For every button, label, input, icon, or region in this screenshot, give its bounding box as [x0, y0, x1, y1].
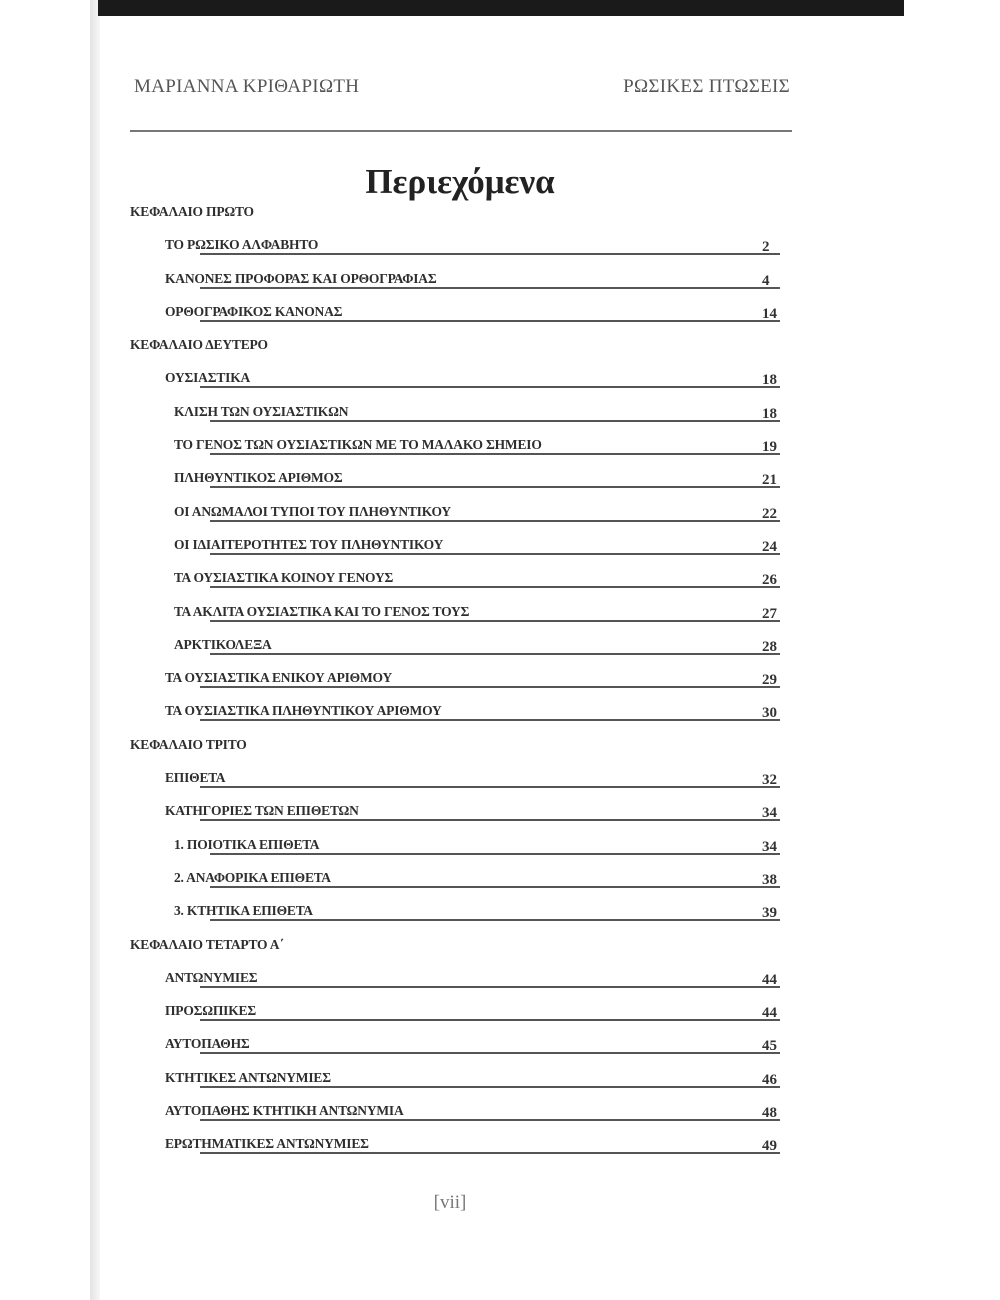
entry-page-number: 44: [762, 971, 777, 988]
page-number: [vii]: [433, 1192, 467, 1213]
entry-title: ΤΟ ΓΕΝΟΣ ΤΩΝ ΟΥΣΙΑΣΤΙΚΩΝ ΜΕ ΤΟ ΜΑΛΑΚΟ ΣΗΜΕΙΟ: [174, 437, 542, 453]
toc-entry: [0, 1030, 1000, 1063]
entry-title: 2. ΑΝΑΦΟΡΙΚΑ ΕΠΙΘΕΤΑ: [174, 869, 331, 885]
entry-page-number: 49: [762, 1138, 777, 1155]
entry-title: ΕΡΩΤΗΜΑΤΙΚΕΣ ΑΝΤΩΝΥΜΙΕΣ: [165, 1136, 369, 1152]
entry-page-number: 22: [762, 505, 777, 522]
entry-page-number: 32: [762, 772, 777, 789]
entry-title: ΠΡΟΣΩΠΙΚΕΣ: [165, 1003, 256, 1019]
leader-line: [200, 253, 780, 255]
toc-entry: [0, 831, 1000, 864]
toc-entry: [0, 1130, 1000, 1163]
entry-page-number: 18: [762, 405, 777, 422]
toc-entry: [0, 664, 1000, 697]
entry-title: ΤΑ ΑΚΛΙΤΑ ΟΥΣΙΑΣΤΙΚΑ ΚΑΙ ΤΟ ΓΕΝΟΣ ΤΟΥΣ: [174, 603, 470, 619]
entry-page-number: 48: [762, 1105, 777, 1122]
entry-page-number: 24: [762, 538, 777, 555]
leader-line: [200, 986, 780, 988]
entry-page-number: 19: [762, 439, 777, 456]
entry-title: ΑΥΤΟΠΑΘΗΣ ΚΤΗΤΙΚΗ ΑΝΤΩΝΥΜΙΑ: [165, 1103, 404, 1119]
toc-entry: [0, 1097, 1000, 1130]
leader-line: [210, 620, 780, 622]
leader-line: [210, 520, 780, 522]
toc-entry: [0, 797, 1000, 830]
toc-entry: [0, 964, 1000, 997]
leader-line: [210, 453, 780, 455]
entry-page-number: 38: [762, 871, 777, 888]
leader-line: [210, 553, 780, 555]
entry-title: 1. ΠΟΙΟΤΙΚΑ ΕΠΙΘΕΤΑ: [174, 836, 320, 852]
leader-line: [200, 686, 780, 688]
entry-title: ΤΑ ΟΥΣΙΑΣΤΙΚΑ ΕΝΙΚΟΥ ΑΡΙΘΜΟΥ: [165, 670, 393, 686]
leader-line: [210, 420, 780, 422]
entry-title: ΟΙ ΑΝΩΜΑΛΟΙ ΤΥΠΟΙ ΤΟΥ ΠΛΗΘΥΝΤΙΚΟΥ: [174, 503, 451, 519]
entry-page-number: 2: [762, 239, 770, 256]
entry-title: ΚΑΝΟΝΕΣ ΠΡΟΦΟΡΑΣ ΚΑΙ ΟΡΘΟΓΡΑΦΙΑΣ: [165, 270, 437, 286]
toc-entry: [0, 598, 1000, 631]
toc-entry: [0, 431, 1000, 464]
toc-chapter-heading: [0, 931, 1000, 964]
leader-line: [210, 486, 780, 488]
leader-line: [200, 786, 780, 788]
entry-title: ΚΤΗΤΙΚΕΣ ΑΝΤΩΝΥΜΙΕΣ: [165, 1069, 331, 1085]
toc-entry: [0, 1064, 1000, 1097]
toc-chapter-heading: [0, 198, 1000, 231]
entry-page-number: 45: [762, 1038, 777, 1055]
entry-title: ΤΟ ΡΩΣΙΚΟ ΑΛΦΑΒΗΤΟ: [165, 237, 319, 253]
toc-entry: [0, 697, 1000, 730]
toc-entry: [0, 997, 1000, 1030]
toc-entry: [0, 265, 1000, 298]
leader-line: [200, 1119, 780, 1121]
leader-line: [200, 386, 780, 388]
chapter-title: ΚΕΦΑΛΑΙΟ ΔΕΥΤΕΡΟ: [130, 337, 268, 353]
chapter-title: ΚΕΦΑΛΑΙΟ ΤΡΙΤΟ: [130, 736, 247, 752]
running-header-book-title: ΡΩΣΙΚΕΣ ΠΤΩΣΕΙΣ: [623, 76, 790, 97]
entry-title: ΤΑ ΟΥΣΙΑΣΤΙΚΑ ΠΛΗΘΥΝΤΙΚΟΥ ΑΡΙΘΜΟΥ: [165, 703, 442, 719]
toc-entry: [0, 864, 1000, 897]
entry-title: ΟΥΣΙΑΣΤΙΚΑ: [165, 370, 251, 386]
toc-entry: [0, 897, 1000, 930]
toc-entry: [0, 364, 1000, 397]
entry-page-number: 14: [762, 305, 777, 322]
toc-chapter-heading: [0, 331, 1000, 364]
header-rule: [130, 130, 792, 132]
entry-page-number: 26: [762, 572, 777, 589]
entry-title: ΚΑΤΗΓΟΡΙΕΣ ΤΩΝ ΕΠΙΘΕΤΩΝ: [165, 803, 359, 819]
toc-entry: [0, 531, 1000, 564]
toc-entry: [0, 631, 1000, 664]
entry-title: ΟΙ ΙΔΙΑΙΤΕΡΟΤΗΤΕΣ ΤΟΥ ΠΛΗΘΥΝΤΙΚΟΥ: [174, 536, 444, 552]
leader-line: [210, 886, 780, 888]
leader-line: [210, 919, 780, 921]
chapter-title: ΚΕΦΑΛΑΙΟ ΤΕΤΑΡΤΟ Α΄: [130, 936, 284, 952]
toc-entry: [0, 564, 1000, 597]
entry-title: 3. ΚΤΗΤΙΚΑ ΕΠΙΘΕΤΑ: [174, 903, 313, 919]
entry-page-number: 18: [762, 372, 777, 389]
entry-page-number: 4: [762, 272, 770, 289]
entry-page-number: 29: [762, 672, 777, 689]
chapter-title: ΚΕΦΑΛΑΙΟ ΠΡΩΤΟ: [130, 204, 254, 219]
toc-entry: [0, 464, 1000, 497]
leader-line: [210, 653, 780, 655]
table-of-contents: [0, 198, 1000, 1164]
leader-line: [200, 287, 780, 289]
entry-page-number: 27: [762, 605, 777, 622]
toc-entry: [0, 231, 1000, 264]
leader-line: [200, 719, 780, 721]
entry-page-number: 44: [762, 1005, 777, 1022]
entry-page-number: 30: [762, 705, 777, 722]
entry-page-number: 34: [762, 805, 777, 822]
entry-page-number: 21: [762, 472, 777, 489]
leader-line: [200, 819, 780, 821]
entry-title: ΠΛΗΘΥΝΤΙΚΟΣ ΑΡΙΘΜΟΣ: [174, 470, 343, 486]
leader-line: [210, 853, 780, 855]
entry-page-number: 34: [762, 838, 777, 855]
leader-line: [200, 1086, 780, 1088]
running-header-author: ΜΑΡΙΑΝΝΑ ΚΡΙΘΑΡΙΩΤΗ: [134, 76, 360, 97]
page-title: Περιεχόμενα: [365, 162, 555, 201]
toc-entry: [0, 498, 1000, 531]
toc-entry: [0, 298, 1000, 331]
leader-line: [200, 320, 780, 322]
toc-entry: [0, 764, 1000, 797]
entry-title: ΑΥΤΟΠΑΘΗΣ: [165, 1036, 250, 1052]
toc-entry: [0, 398, 1000, 431]
entry-page-number: 46: [762, 1071, 777, 1088]
scan-top-border: [98, 0, 906, 16]
leader-line: [200, 1152, 780, 1154]
leader-line: [200, 1052, 780, 1054]
entry-title: ΑΝΤΩΝΥΜΙΕΣ: [165, 969, 258, 985]
entry-title: ΤΑ ΟΥΣΙΑΣΤΙΚΑ ΚΟΙΝΟΥ ΓΕΝΟΥΣ: [174, 570, 394, 586]
entry-title: ΚΛΙΣΗ ΤΩΝ ΟΥΣΙΑΣΤΙΚΩΝ: [174, 403, 349, 419]
toc-chapter-heading: [0, 731, 1000, 764]
entry-page-number: 28: [762, 638, 777, 655]
entry-page-number: 39: [762, 905, 777, 922]
entry-title: ΑΡΚΤΙΚΟΛΕΞΑ: [174, 636, 272, 652]
leader-line: [200, 1019, 780, 1021]
leader-line: [210, 586, 780, 588]
entry-title: ΕΠΙΘΕΤΑ: [165, 770, 226, 786]
entry-title: ΟΡΘΟΓΡΑΦΙΚΟΣ ΚΑΝΟΝΑΣ: [165, 303, 343, 319]
